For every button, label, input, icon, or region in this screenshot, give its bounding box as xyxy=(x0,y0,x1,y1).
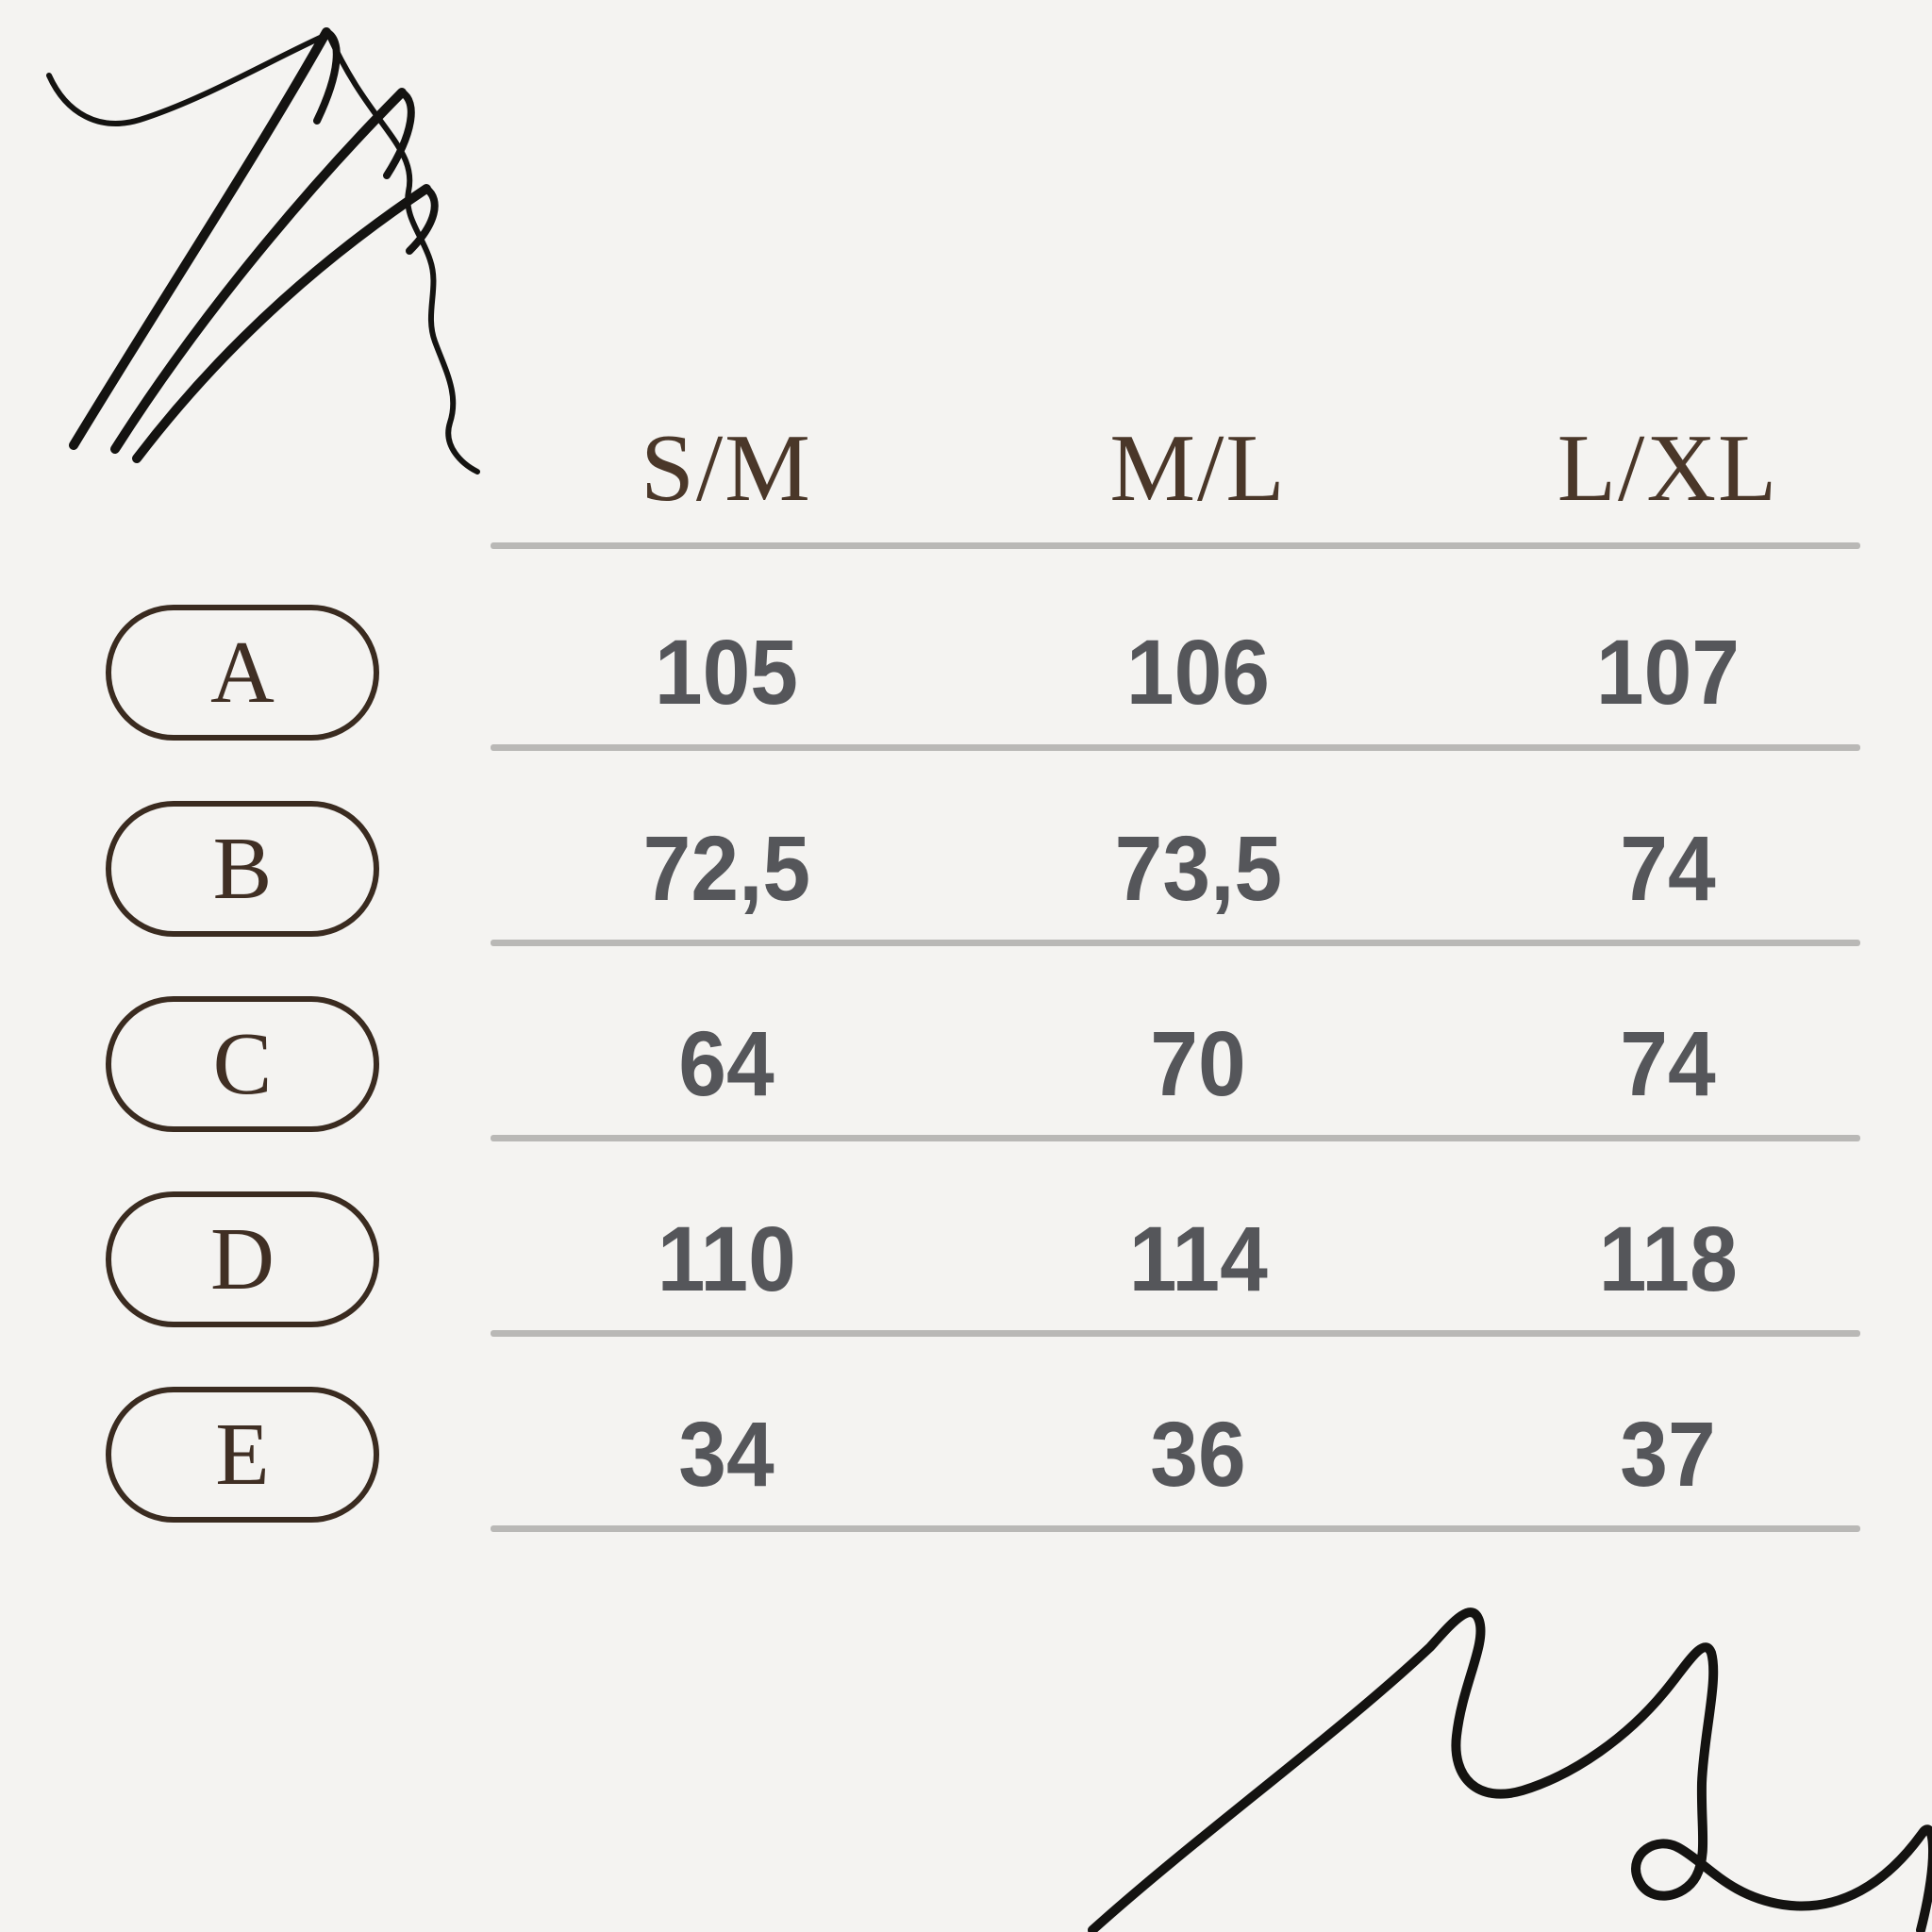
table-divider xyxy=(491,1525,1860,1532)
column-header-lxl: L/XL xyxy=(1557,415,1779,522)
row-label-d xyxy=(106,1191,379,1327)
row-label-a-text: A xyxy=(210,624,275,722)
row-label-c xyxy=(106,996,379,1132)
cell-d-ml: 114 xyxy=(1128,1208,1268,1310)
column-header-sm: S/M xyxy=(641,415,812,522)
table-divider xyxy=(491,744,1860,751)
row-label-a xyxy=(106,605,379,741)
row-label-b-text: B xyxy=(212,820,273,918)
cell-b-ml: 73,5 xyxy=(1114,817,1282,920)
table-divider xyxy=(491,940,1860,946)
cell-a-sm: 105 xyxy=(654,621,799,724)
cell-c-ml: 70 xyxy=(1150,1012,1246,1115)
cell-b-sm: 72,5 xyxy=(642,817,810,920)
cell-d-lxl: 118 xyxy=(1598,1208,1738,1310)
cell-c-lxl: 74 xyxy=(1620,1012,1716,1115)
cell-e-sm: 34 xyxy=(678,1403,774,1506)
cell-e-lxl: 37 xyxy=(1620,1403,1716,1506)
table-divider xyxy=(491,1330,1860,1337)
table-divider xyxy=(491,1135,1860,1141)
row-label-e xyxy=(106,1387,379,1523)
cell-d-sm: 110 xyxy=(657,1208,796,1310)
cell-e-ml: 36 xyxy=(1150,1403,1246,1506)
thread-squiggle-icon xyxy=(1036,1592,1932,1932)
row-label-e-text: E xyxy=(215,1406,270,1504)
table-divider xyxy=(491,542,1860,549)
cell-a-lxl: 107 xyxy=(1595,621,1740,724)
cell-c-sm: 64 xyxy=(678,1012,774,1115)
row-label-d-text: D xyxy=(210,1210,275,1308)
column-header-ml: M/L xyxy=(1109,415,1287,522)
row-label-c-text: C xyxy=(212,1015,273,1113)
needle-and-thread-icon xyxy=(0,0,491,491)
row-label-b xyxy=(106,801,379,937)
cell-a-ml: 106 xyxy=(1125,621,1271,724)
cell-b-lxl: 74 xyxy=(1620,817,1716,920)
